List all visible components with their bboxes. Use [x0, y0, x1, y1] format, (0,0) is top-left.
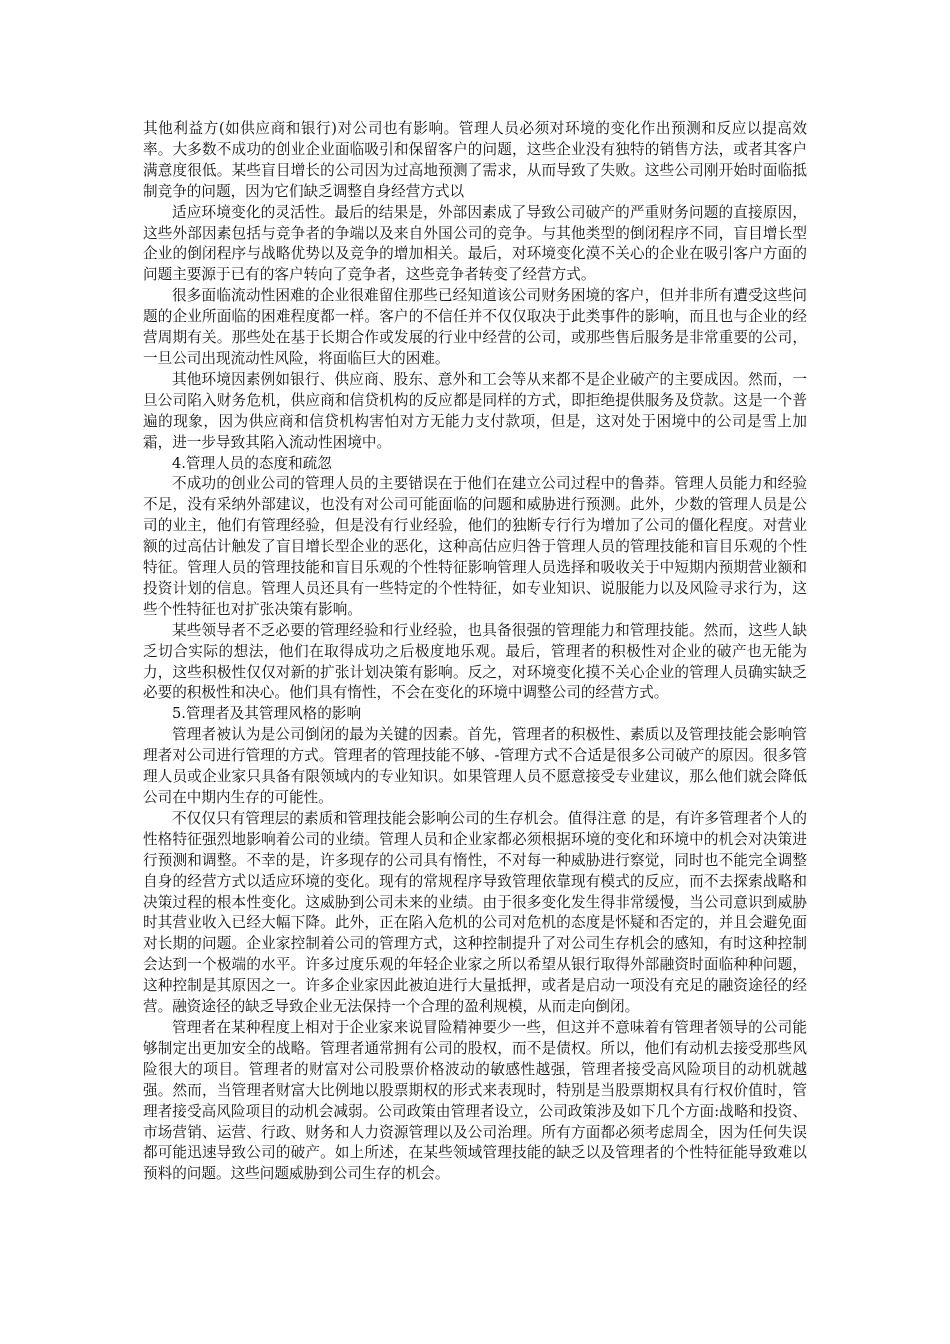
paragraph: 管理者在某种程度上相对于企业家来说冒险精神要少一些，但这并不意味着有管理者领导的公司能够制定出更加安全的战略。管理者通常拥有公司的股权，而不是债权。所以，他们有动机去接受那些风险很大的项目。管理者的财富对公司股票价格波动的敏感性越强，管理者接受高风险项目的动机就越强。然而，当管理者财富大比例地以股票期权的形式来表现时，特别是当股票期权具有行权价值时，管理者接受高风险项目的动机会减弱。公司政策由管理者设立，公司政策涉及如下几个方面:战略和投资、市场营销、运营、行政、财务和人力资源管理以及公司治理。所有方面都必须考虑周全，因为任何失误都可能迅速导致公司的破产。如上所述，在某些领域管理技能的缺乏以及管理者的个性特征能导致难以预料的问题。这些问题威胁到公司生存的机会。 [143, 1018, 807, 1183]
paragraph: 管理者被认为是公司倒闭的最为关键的因素。首先，管理者的积极性、素质以及管理技能会影响管理者对公司进行管理的方式。管理者的管理技能不够、-管理方式不合适是很多公司破产的原因。很多管理人员或企业家只具备有限领域内的专业知识。如果管理人员不愿意接受专业建议，那么他们就会降低公司在中期内生存的可能性。 [143, 726, 807, 806]
section-heading-5: 5.管理者及其管理风格的影响 [172, 705, 362, 723]
paragraph: 很多面临流动性困难的企业很难留住那些已经知道该公司财务困境的客户，但并非所有遭受这些问题的企业所面临的困难程度都一样。客户的不信任并不仅仅取决于此类事件的影响，而且也与企业的经营周期有关。那些处在基于长期合作或发展的行业中经营的公司，或那些售后服务是非常重要的公司，一旦公司出现流动性风险，将面临巨大的困难。 [143, 287, 807, 367]
paragraph: 不成功的创业公司的管理人员的主要错误在于他们在建立公司过程中的鲁莽。管理人员能力和经验不足，没有采纳外部建议，也没有对公司可能面临的问题和威胁进行预测。此外，少数的管理人员是公司的业主，他们有管理经验，但是没有行业经验，他们的独断专行行为增加了公司的僵化程度。对营业额的过高估计触发了盲目增长型企业的恶化，这种高估应归咎于管理人员的管理技能和盲目乐观的个性特征。管理人员的管理技能和盲目乐观的个性特征影响管理人员选择和吸收关于中短期内预期营业额和投资计划的信息。管理人员还具有一些特定的个性特征，如专业知识、说服能力以及风险寻求行为，这些个性特征也对扩张决策有影响。 [143, 475, 807, 618]
document-body [143, 119, 807, 1185]
paragraph: 不仅仅只有管理层的素质和管理技能会影响公司的生存机会。值得注意 的是，有许多管理者个人的性格特征强烈地影响着公司的业绩。管理人员和企业家都必须根据环境的变化和环境中的机会对决策进行预测和调整。不幸的是，许多现存的公司具有惰性，不对每一种威胁进行察觉，同时也不能完全调整自身的经营方式以适应环境的变化。现有的常规程序导致管理依靠现有模式的反应，而不去探索战略和决策过程的根本性变化。这威胁到公司未来的业绩。由于很多变化发生得非常缓慢，当公司意识到威胁时其营业收入已经大幅下降。此外，正在陷入危机的公司对危机的态度是怀疑和否定的，并且会避免面对长期的问题。企业家控制着公司的管理方式，这种控制提升了对公司生存机会的感知，有时这种控制会达到一个极端的水平。许多过度乐观的年轻企业家之所以希望从银行取得外部融资时面临种种问题，这种控制是其原因之一。许多企业家因此被迫进行大量抵押，或者是启动一项没有充足的融资途径的经营。融资途径的缺乏导致企业无法保持一个合理的盈利规模，从而走向倒闭。 [143, 809, 807, 1016]
section-heading-4: 4.管理人员的态度和疏忽 [172, 454, 332, 472]
paragraph: 某些领导者不乏必要的管理经验和行业经验，也具备很强的管理能力和管理技能。然而，这些人缺乏切合实际的想法，他们在取得成功之后极度地乐观。最后，管理者的积极性对企业的破产也无能为力，这些积极性仅仅对新的扩张计划决策有影响。反之，对环境变化摸不关心企业的管理人员确实缺乏必要的积极性和决心。他们具有惰性，不会在变化的环境中调整公司的经营方式。 [143, 621, 807, 702]
paragraph-continued: 其他利益方(如供应商和银行)对公司也有影响。管理人员必须对环境的变化作出预测和反应以提高效率。大多数不成功的创业企业面临吸引和保留客户的问题，这些企业没有独特的销售方法，或者其客户满意度很低。某些盲目增长的公司因为过高地预测了需求，从而导致了失败。这些公司刚开始时面临抵制竞争的问题，因为它们缺乏调整自身经营方式以 [143, 120, 807, 200]
paragraph: 其他环境因素例如银行、供应商、股东、意外和工会等从来都不是企业破产的主要成因。然而，一旦公司陷入财务危机，供应商和信贷机构的反应都是同样的方式，即拒绝提供服务及贷款。这是一个普遍的现象，因为供应商和信贷机构害怕对方无能力支付款项，但是，这对处于困境中的公司是雪上加霜，进一步导致其陷入流动性困境中。 [143, 370, 807, 451]
paragraph: 适应环境变化的灵活性。最后的结果是，外部因素成了导致公司破产的严重财务问题的直接原因，这些外部因素包括与竞争者的争端以及来自外国公司的竞争。与其他类型的倒闭程序不同，盲目增长型企业的倒闭程序与战略优势以及竞争的增加相关。最后，对环境变化漠不关心的企业在吸引客户方面的问题主要源于已有的客户转向了竞争者，这些竞争者转变了经营方式。 [143, 203, 807, 284]
